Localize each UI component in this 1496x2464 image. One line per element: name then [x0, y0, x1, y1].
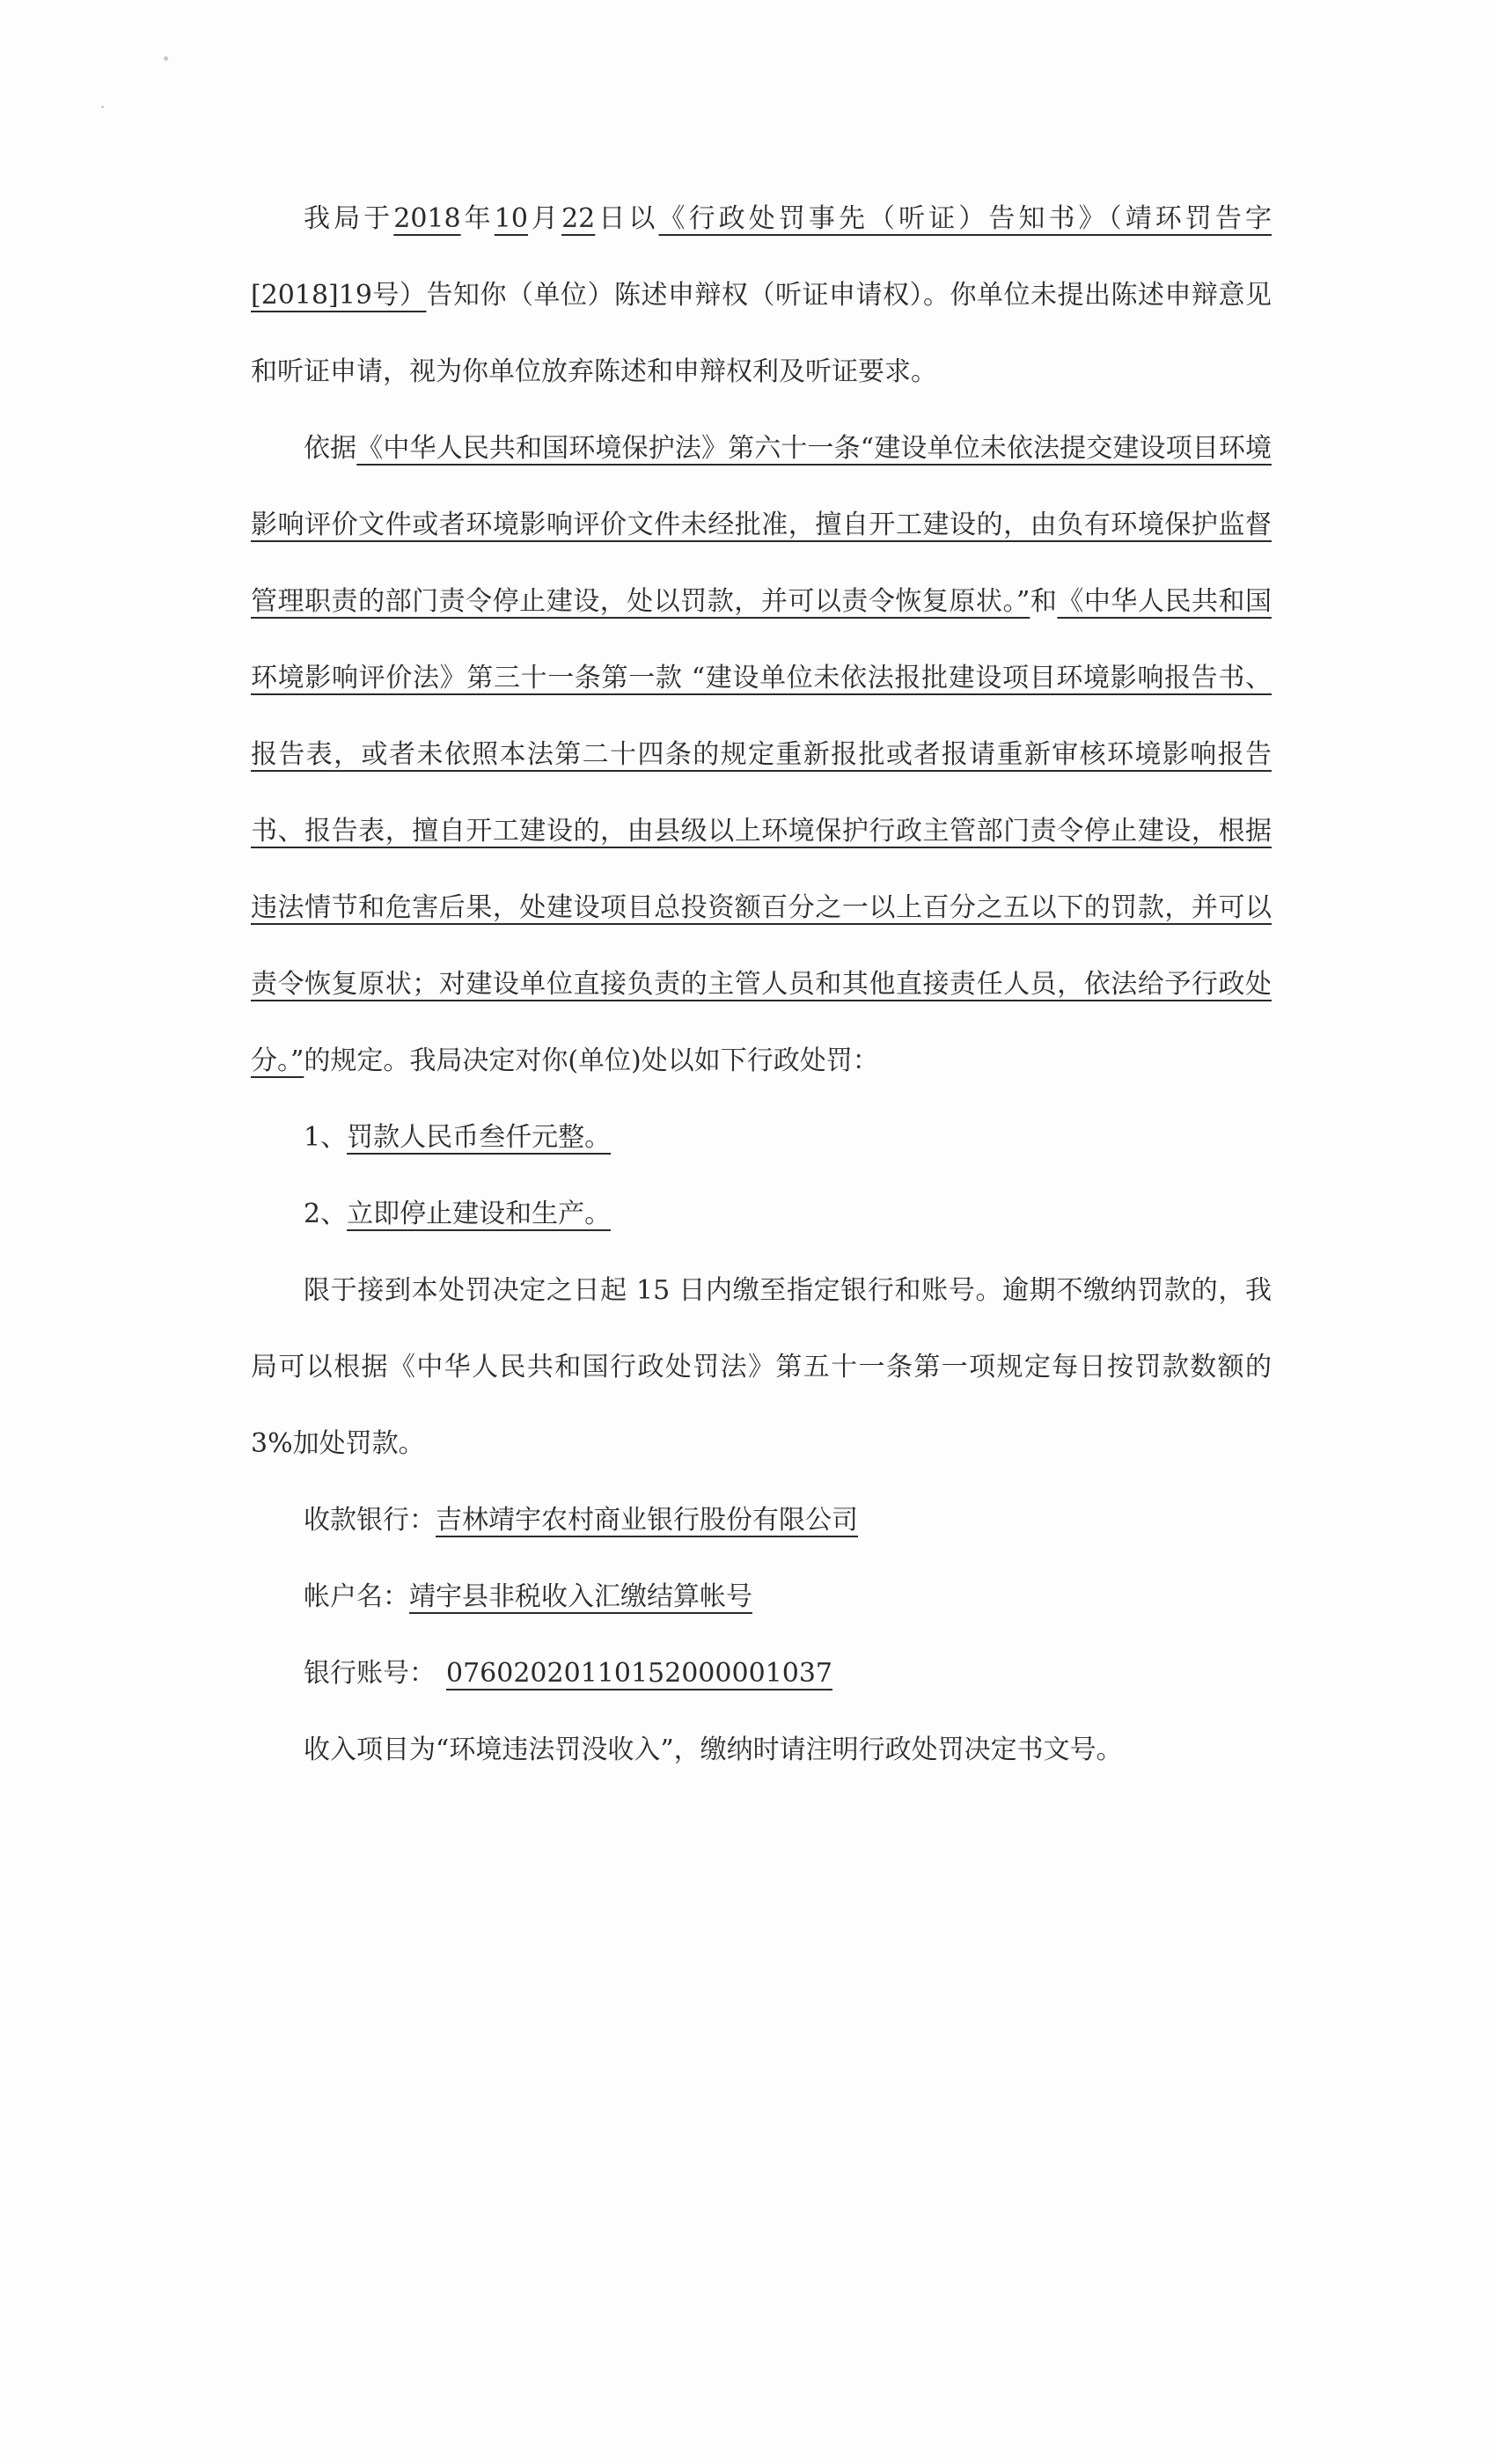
penalty-item-1 — [251, 1099, 1272, 1176]
account-number-line — [251, 1635, 1272, 1712]
paragraph-legal-basis — [251, 410, 1272, 1099]
text-run: 和 — [1030, 586, 1058, 617]
text-run: 告知你（单位）陈述申辩权（听证申请权）。你单位未提出陈述申辩意见和听证申请，视为你单位放弃陈述和申辩权利及听证要求。 — [251, 280, 1272, 387]
bank-line — [251, 1482, 1272, 1558]
item-number: 1、 — [304, 1122, 348, 1153]
notice-month: 10 — [494, 203, 528, 234]
paragraph-income-item — [251, 1712, 1272, 1788]
document-body — [251, 180, 1272, 1788]
account-name-line — [251, 1558, 1272, 1635]
text-run: 月 — [527, 203, 562, 234]
text-run: 依据 — [304, 433, 357, 464]
bank-name: 吉林靖宇农村商业银行股份有限公司 — [436, 1505, 858, 1536]
text-run: 我局于 — [304, 203, 394, 234]
text-run: 的规定。我局决定对你(单位)处以如下行政处罚： — [304, 1045, 879, 1076]
scan-speck — [164, 56, 168, 61]
notice-year: 2018 — [393, 203, 461, 234]
penalty-fine: 罚款人民币叁仟元整。 — [347, 1122, 612, 1153]
text-run: 收入项目为“环境违法罚没收入”，缴纳时请注明行政处罚决定书文号。 — [304, 1734, 1123, 1765]
text-run: 日以 — [595, 203, 659, 234]
account-name-label: 帐户名： — [304, 1581, 409, 1612]
account-name-value: 靖宇县非税收入汇缴结算帐号 — [409, 1581, 752, 1612]
notice-reference: 《行政处罚事先（听证）告知书》（靖环罚告字[2018]19号） — [251, 203, 1272, 311]
penalty-item-2 — [251, 1176, 1272, 1252]
item-number: 2、 — [304, 1199, 348, 1229]
scan-speck — [101, 106, 104, 108]
paragraph-notice — [251, 180, 1272, 410]
account-number-label: 银行账号： — [304, 1658, 436, 1689]
text-run: 年 — [460, 203, 495, 234]
legal-citation-eia-law: 《中华人民共和国环境影响评价法》第三十一条第一款 “建设单位未依法报批建设项目环境影响报告书、报告表，或者未依照本法第二十四条的规定重新报批或者报请重新审核环境影响报告书、报告表，擅自开工建设的，由县级以上环境保护行政主管部门责令停止建设，根据违法情节和危害后果，处建设项目总投资额百分之一以上百分之五以下的罚款，并可以责令恢复原状；对建设单位直接负责的主管人员和其他直接责任人员，依法给予行政处分。” — [251, 586, 1272, 1076]
paragraph-payment-deadline — [251, 1252, 1272, 1482]
penalty-stop-construction: 立即停止建设和生产。 — [347, 1199, 612, 1229]
text-run: 限于接到本处罚决定之日起 15 日内缴至指定银行和账号。逾期不缴纳罚款的，我局可以根据《中华人民共和国行政处罚法》第五十一条第一项规定每日按罚款数额的 3%加处罚款。 — [251, 1275, 1272, 1459]
bank-label: 收款银行： — [304, 1505, 436, 1536]
notice-day: 22 — [561, 203, 596, 234]
legal-citation-environmental-protection-law: 《中华人民共和国环境保护法》第六十一条“建设单位未依法提交建设项目环境影响评价文件或者环境影响评价文件未经批准，擅自开工建设的，由负有环境保护监督管理职责的部门责令停止建设，处以罚款，并可以责令恢复原状。” — [251, 433, 1272, 617]
account-number-value: 07602020110152000001037 — [446, 1658, 832, 1689]
